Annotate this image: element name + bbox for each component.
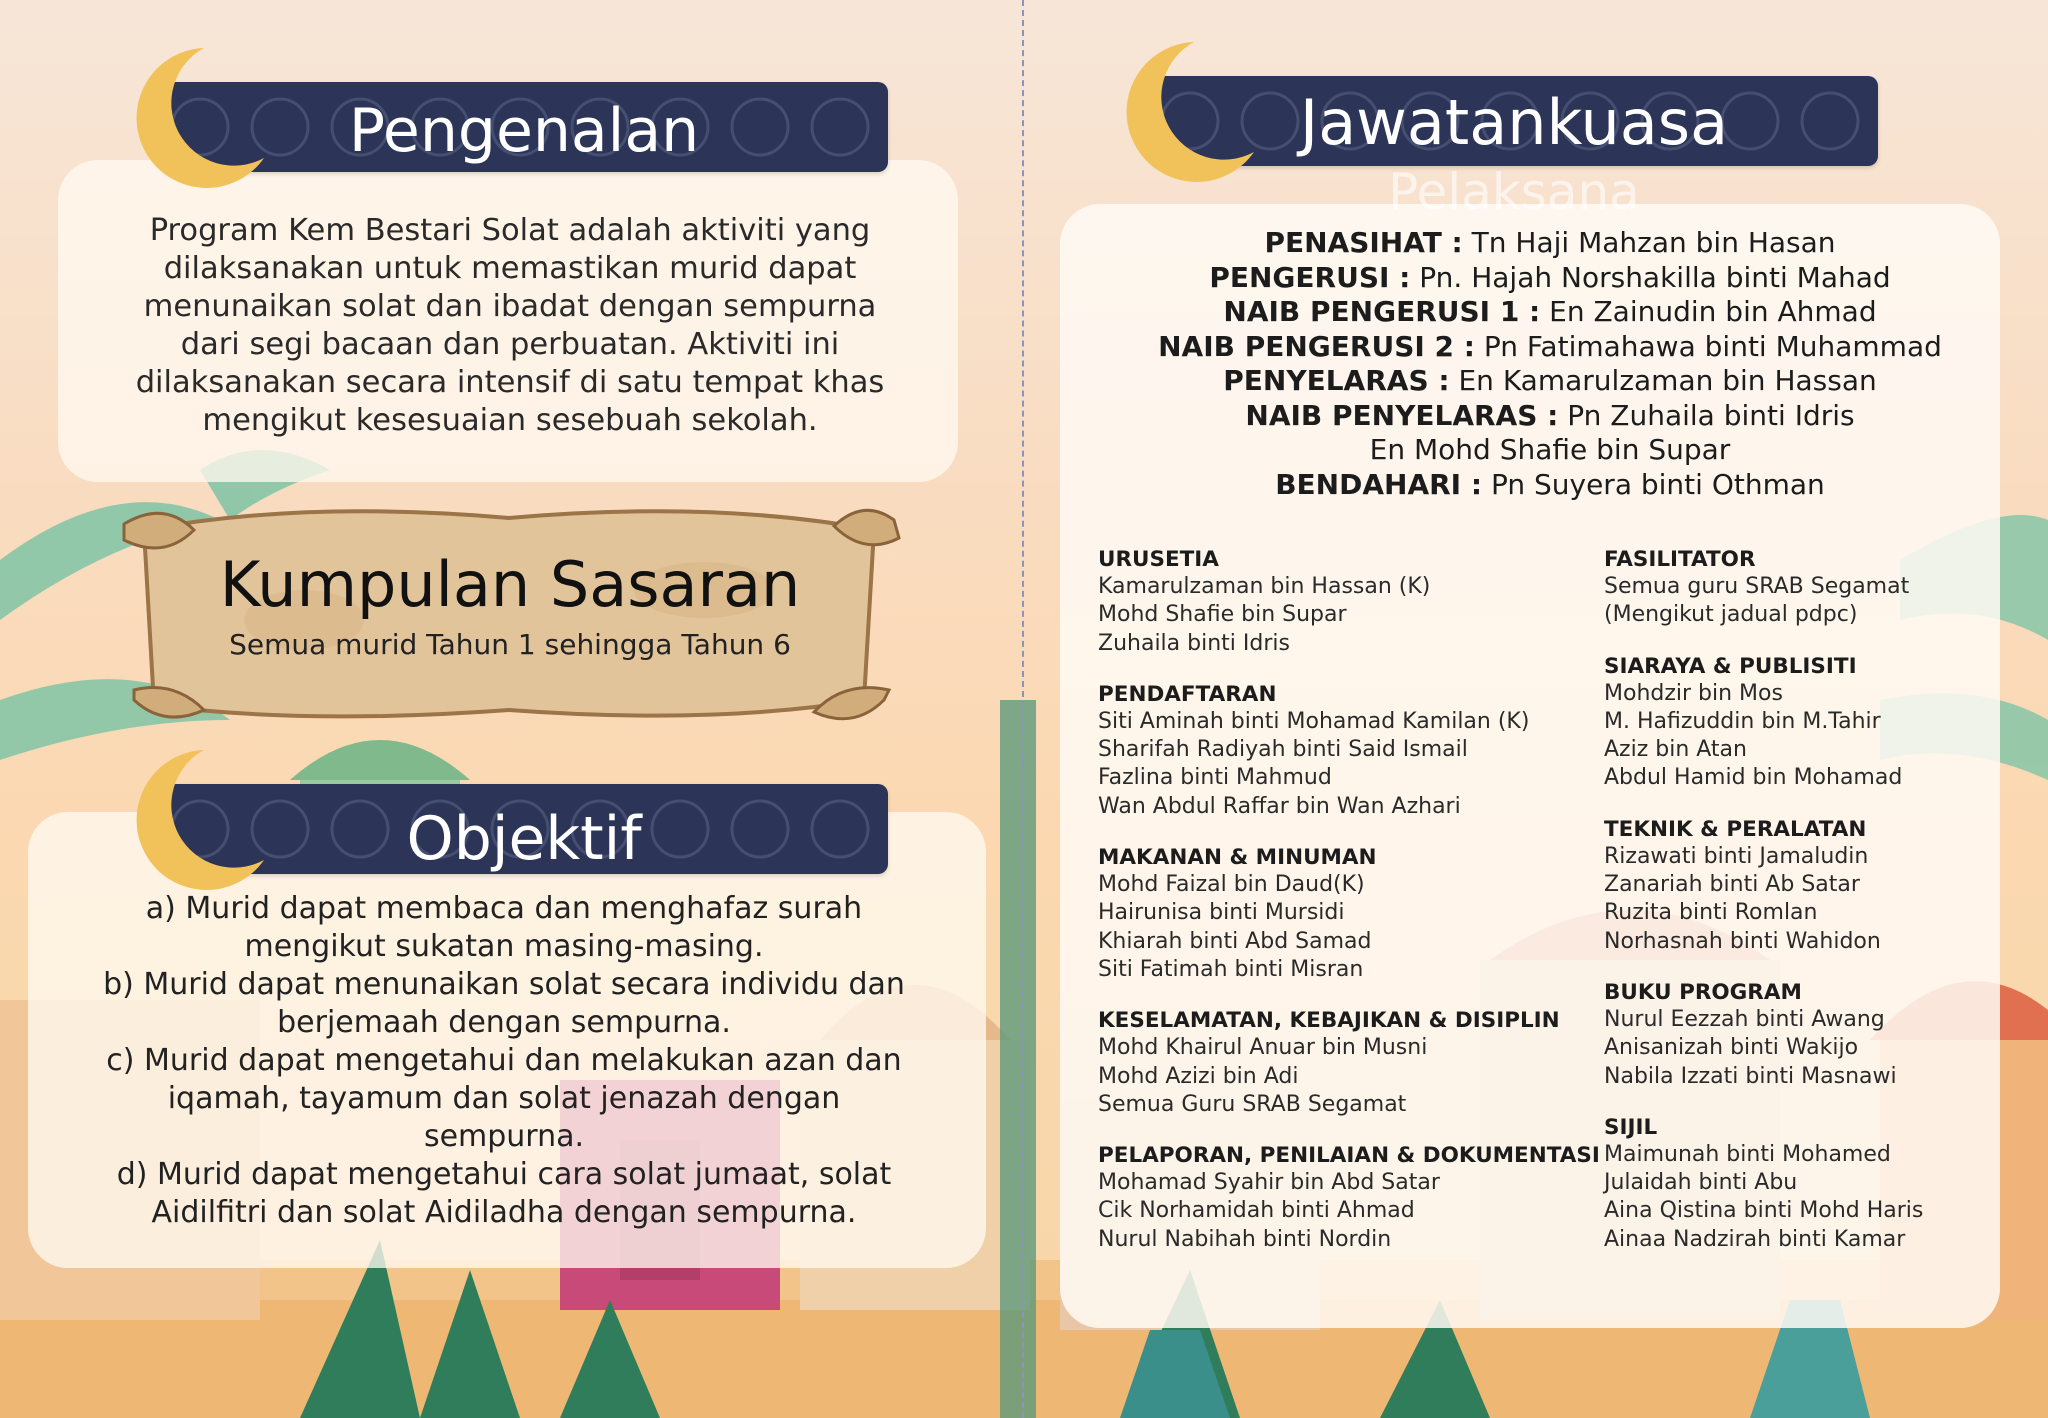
group-member: Mohd Khairul Anuar bin Musni bbox=[1098, 1035, 1428, 1061]
group-member: Wan Abdul Raffar bin Wan Azhari bbox=[1098, 793, 1461, 819]
group-member: Kamarulzaman bin Hassan (K) bbox=[1098, 574, 1431, 599]
committee-group bbox=[1098, 681, 1578, 821]
committee-group bbox=[1098, 1007, 1578, 1119]
group-title: SIARAYA & PUBLISITI bbox=[1604, 653, 1857, 679]
objective-line: mengikut sukatan masing-masing. bbox=[244, 929, 764, 964]
group-member: Nabila Izzati binti Masnawi bbox=[1604, 1063, 1897, 1089]
objective-line: sempurna. bbox=[423, 1119, 585, 1154]
target-title: Kumpulan Sasaran bbox=[219, 548, 801, 621]
objective-header-banner bbox=[160, 784, 888, 874]
group-member: Zuhaila binti Idris bbox=[1098, 630, 1290, 656]
target-subtitle: Semua murid Tahun 1 sehingga Tahun 6 bbox=[229, 628, 791, 661]
objective-title: Objektif bbox=[406, 804, 642, 874]
official-row: NAIB PENYELARAS : Pn Zuhaila binti Idris bbox=[1245, 398, 1855, 432]
group-member: Ruzita binti Romlan bbox=[1604, 900, 1818, 926]
group-member: Zanariah binti Ab Satar bbox=[1604, 872, 1860, 898]
official-row: NAIB PENGERUSI 1 : En Zainudin bin Ahmad bbox=[1223, 295, 1877, 328]
group-member: Cik Norhamidah binti Ahmad bbox=[1098, 1198, 1415, 1224]
committee-group bbox=[1098, 1142, 1600, 1254]
group-member: Aziz bin Atan bbox=[1604, 737, 1747, 763]
committee-title-line2: Pelaksana bbox=[1388, 163, 1640, 221]
committee-group bbox=[1604, 979, 2004, 1091]
crescent-moon-icon bbox=[124, 40, 264, 190]
committee-group bbox=[1098, 546, 1578, 658]
group-member: Khiarah binti Abd Samad bbox=[1098, 928, 1372, 954]
group-member: (Mengikut jadual pdpc) bbox=[1604, 602, 1858, 628]
group-member: Semua guru SRAB Segamat bbox=[1604, 574, 1910, 599]
page-fold-line bbox=[1022, 0, 1024, 1418]
group-title: PELAPORAN, PENILAIAN & DOKUMENTASI bbox=[1098, 1143, 1600, 1169]
objective-line: iqamah, tayamum dan solat jenazah dengan bbox=[167, 1081, 841, 1116]
group-title: SIJIL bbox=[1604, 1114, 1658, 1140]
intro-header-banner bbox=[160, 82, 888, 172]
committee-group bbox=[1604, 1114, 2004, 1254]
intro-line: Program Kem Bestari Solat adalah aktiviti yang bbox=[149, 213, 871, 248]
group-member: Siti Aminah binti Mohamad Kamilan (K) bbox=[1098, 708, 1530, 734]
committee-group bbox=[1604, 816, 2004, 956]
intro-paragraph bbox=[100, 212, 920, 440]
group-member: Mohd Shafie bin Supar bbox=[1098, 602, 1347, 628]
committee-header-banner bbox=[1150, 76, 1878, 221]
group-member: Anisanizah binti Wakijo bbox=[1604, 1035, 1859, 1061]
objective-line: Aidilfitri dan solat Aidiladha dengan sempurna. bbox=[151, 1195, 857, 1230]
intro-line: dilaksanakan secara intensif di satu tempat khas bbox=[135, 365, 885, 400]
official-row: PENASIHAT : Tn Haji Mahzan bin Hasan bbox=[1264, 226, 1836, 259]
group-member: Norhasnah binti Wahidon bbox=[1604, 928, 1881, 954]
committee-column-left bbox=[1098, 546, 1600, 1277]
group-member: Mohdzir bin Mos bbox=[1604, 680, 1783, 706]
group-title: KESELAMATAN, KEBAJIKAN & DISIPLIN bbox=[1098, 1008, 1560, 1034]
group-title: URUSETIA bbox=[1098, 547, 1219, 572]
group-member: Ainaa Nadzirah binti Kamar bbox=[1604, 1226, 1906, 1252]
committee-group bbox=[1604, 653, 2004, 793]
intro-line: dari segi bacaan dan perbuatan. Aktiviti ini bbox=[180, 327, 840, 362]
group-member: Nurul Nabihah binti Nordin bbox=[1098, 1226, 1392, 1252]
committee-officials bbox=[1070, 226, 2030, 502]
group-member: Sharifah Radiyah binti Said Ismail bbox=[1098, 737, 1468, 763]
official-row: PENGERUSI : Pn. Hajah Norshakilla binti Mahad bbox=[1209, 260, 1891, 294]
objective-line: berjemaah dengan sempurna. bbox=[277, 1005, 731, 1040]
committee-group bbox=[1098, 844, 1578, 984]
intro-line: mengikut kesesuaian sesebuah sekolah. bbox=[202, 403, 818, 438]
objective-line: c) Murid dapat mengetahui dan melakukan azan dan bbox=[106, 1043, 902, 1078]
group-member: Hairunisa binti Mursidi bbox=[1098, 900, 1345, 926]
group-title: TEKNIK & PERALATAN bbox=[1604, 816, 1867, 842]
group-member: Mohd Faizal bin Daud(K) bbox=[1098, 872, 1365, 898]
committee-title-line1: Jawatankuasa bbox=[1299, 86, 1729, 159]
group-member: Aina Qistina binti Mohd Haris bbox=[1604, 1198, 1924, 1224]
group-member: Julaidah binti Abu bbox=[1604, 1170, 1798, 1196]
group-member: Semua Guru SRAB Segamat bbox=[1098, 1091, 1407, 1117]
committee-group bbox=[1604, 546, 2004, 630]
group-title: FASILITATOR bbox=[1604, 547, 1756, 572]
group-title: BUKU PROGRAM bbox=[1604, 979, 1802, 1005]
objective-line: d) Murid dapat mengetahui cara solat jumaat, solat bbox=[116, 1157, 892, 1192]
group-member: M. Hafizuddin bin M.Tahir bbox=[1604, 708, 1881, 734]
group-member: Rizawati binti Jamaludin bbox=[1604, 843, 1869, 869]
group-member: Abdul Hamid bin Mohamad bbox=[1604, 765, 1903, 791]
committee-column-right bbox=[1604, 546, 2004, 1277]
objective-line: a) Murid dapat membaca dan menghafaz surah bbox=[145, 891, 863, 926]
group-member: Maimunah binti Mohamed bbox=[1604, 1141, 1891, 1167]
official-row: NAIB PENGERUSI 2 : Pn Fatimahawa binti Muhammad bbox=[1158, 329, 1942, 363]
crescent-moon-icon bbox=[124, 742, 264, 892]
official-row: En Mohd Shafie bin Supar bbox=[1369, 433, 1731, 466]
official-row: BENDAHARI : Pn Suyera binti Othman bbox=[1275, 467, 1825, 501]
group-member: Mohd Azizi bin Adi bbox=[1098, 1063, 1299, 1089]
group-member: Fazlina binti Mahmud bbox=[1098, 765, 1332, 791]
group-member: Nurul Eezzah binti Awang bbox=[1604, 1006, 1885, 1032]
group-member: Mohamad Syahir bin Abd Satar bbox=[1098, 1170, 1440, 1196]
objective-list bbox=[64, 890, 944, 1232]
group-member: Siti Fatimah binti Misran bbox=[1098, 956, 1364, 982]
intro-line: menunaikan solat dan ibadat dengan sempurna bbox=[143, 289, 877, 324]
crescent-moon-icon bbox=[1114, 34, 1254, 184]
objective-line: b) Murid dapat menunaikan solat secara individu dan bbox=[103, 967, 905, 1002]
group-title: MAKANAN & MINUMAN bbox=[1098, 845, 1377, 871]
official-row: PENYELARAS : En Kamarulzaman bin Hassan bbox=[1223, 364, 1877, 397]
intro-line: dilaksanakan untuk memastikan murid dapat bbox=[163, 251, 857, 286]
intro-title: Pengenalan bbox=[348, 96, 700, 166]
group-title: PENDAFTARAN bbox=[1098, 681, 1277, 707]
